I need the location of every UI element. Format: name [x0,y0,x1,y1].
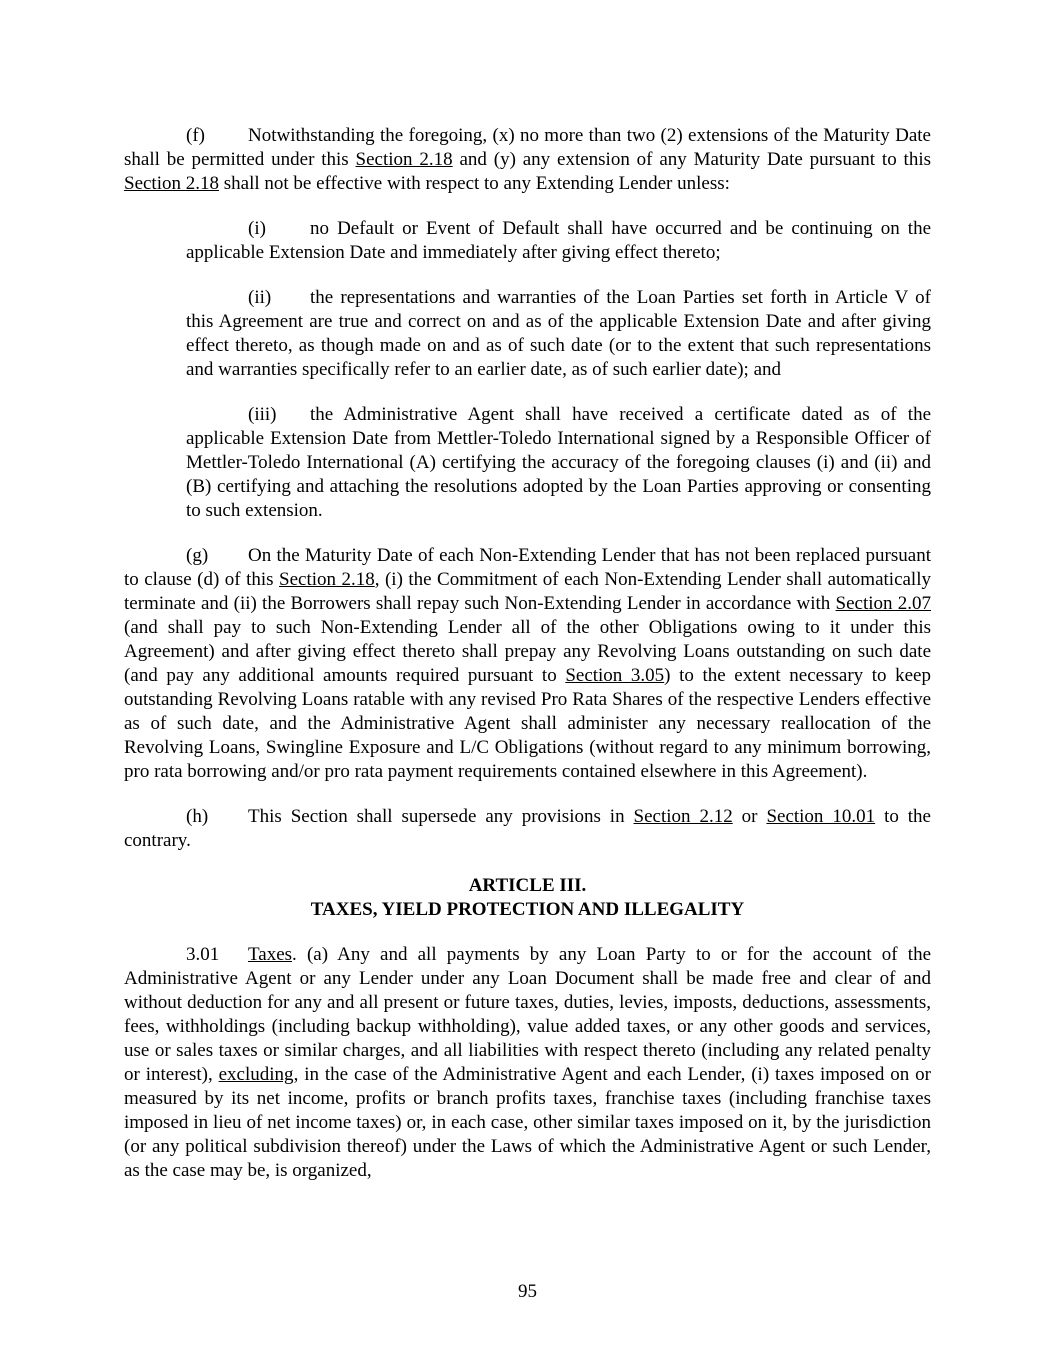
page-number: 95 [518,1281,537,1302]
article-title: TAXES, YIELD PROTECTION AND ILLEGALITY [310,899,745,920]
clause-label: (ii) [248,287,272,308]
section-heading: Taxes [248,944,293,965]
paragraph-h: (h) This Section shall supersede any provisions in Section 2.12 or Section 10.01 to the contrary. [124,806,931,851]
section-reference: Section 2.18 [355,149,453,170]
section-reference: Section 2.12 [633,806,733,827]
paragraph-label: (f) [186,125,205,146]
document-page [124,124,931,1204]
section-label: 3.01 [186,944,220,965]
paragraph-f: (f) Notwithstanding the foregoing, (x) no more than two (2) extensions of the Maturity Date shall be permitted under this Section 2.18 and (y) any extension of any Maturity Date pursuant to this Section 2.18 shall not be effective with respect to any Extending Lender unless: [124,125,932,194]
article-number: ARTICLE III. [468,875,587,896]
section-reference: Section 2.18 [124,173,219,194]
article-heading [124,874,931,922]
paragraph-label: (h) [186,806,209,827]
paragraph-label: (g) [186,545,209,566]
clause-label: (i) [248,218,266,239]
section-3-01: 3.01 Taxes. (a) Any and all payments by any Loan Party to or for the account of the Administrative Agent or any Lender under any Loan Document shall be made free and clear of and without deduction for any and all present or future taxes, duties, levies, imposts, deductions, assessments, fees, withholdings (including backup withholding), value added taxes, or any other goods and services, use or sales taxes or similar charges, and all liabilities with respect thereto (including any related penalty or interest), excluding, in the case of the Administrative Agent and each Lender, (i) taxes imposed on or measured by its net income, profits or branch profits taxes, franchise taxes (including franchise taxes imposed in lieu of net income taxes) or, in each case, other similar taxes imposed on it, by the jurisdiction (or any political subdivision thereof) under the Laws of which the Administrative Agent or such Lender, as the case may be, is organized, [124,944,932,1181]
excluding-term: excluding [218,1064,294,1085]
section-reference: Section 2.07 [835,593,931,614]
clause-ii: (ii) the representations and warranties of the Loan Parties set forth in Article V of this Agreement are true and correct on and as of the applicable Extension Date and after giving effect thereto, as though made on and as of such date (or to the extent that such representations and warranties specifically refer to an earlier date, as of such earlier date); and [186,287,931,380]
section-reference: Section 3.05 [565,665,665,686]
paragraph-g: (g) On the Maturity Date of each Non-Extending Lender that has not been replaced pursuant to clause (d) of this Section 2.18, (i) the Commitment of each Non-Extending Lender shall automatically terminate and (ii) the Borrowers shall repay such Non-Extending Lender in accordance with Section 2.07 (and shall pay to such Non-Extending Lender all of the other Obligations owing to it under this Agreement) and after giving effect thereto shall prepay any Revolving Loans outstanding on such date (and pay any additional amounts required pursuant to Section 3.05) to the extent necessary to keep outstanding Revolving Loans ratable with any revised Pro Rata Shares of the respective Lenders effective as of such date, and the Administrative Agent shall administer any necessary reallocation of the Revolving Loans, Swingline Exposure and L/C Obligations (without regard to any minimum borrowing, pro rata borrowing and/or pro rata payment requirements contained elsewhere in this Agreement). [124,545,931,782]
section-reference: Section 2.18 [279,569,375,590]
clause-label: (iii) [248,404,277,425]
section-reference: Section 10.01 [766,806,876,827]
clause-i: (i) no Default or Event of Default shall have occurred and be continuing on the applicable Extension Date and immediately after giving effect thereto; [186,218,931,263]
clause-iii: (iii) the Administrative Agent shall have received a certificate dated as of the applicable Extension Date from Mettler-Toledo International signed by a Responsible Officer of Mettler-Toledo International (A) certifying the accuracy of the foregoing clauses (i) and (ii) and (B) certifying and attaching the resolutions adopted by the Loan Parties approving or consenting to such extension. [186,404,931,521]
